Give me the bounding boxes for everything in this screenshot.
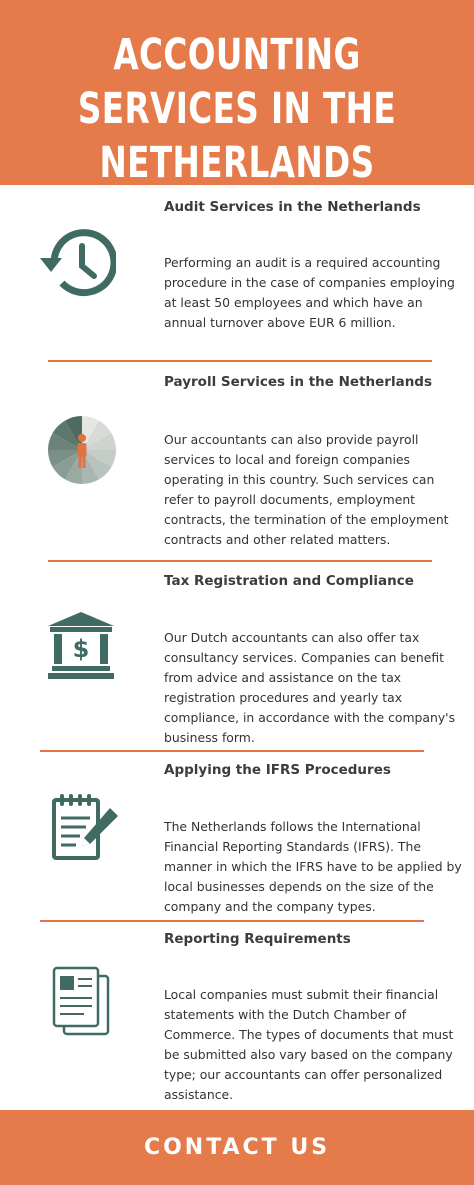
section-divider [48,360,432,362]
section-divider [40,920,424,922]
section-title-ifrs: Applying the IFRS Procedures [164,762,391,778]
section-title-audit: Audit Services in the Netherlands [164,199,421,215]
svg-text:$: $ [72,635,90,663]
section-text-payroll: Our accountants can also provide payroll services to local and foreign companies operating in this country. Such services can refer to payroll documents, employment contracts, the termination of the employment contracts and other related matters. [164,432,449,547]
section-title-tax: Tax Registration and Compliance [164,573,414,589]
section-text-ifrs: The Netherlands follows the International Financial Reporting Standards (IFRS). The manner in which the IFRS have to be applied by local businesses depends on the size of the company and the company types. [164,819,462,914]
page-title: ACCOUNTING SERVICES IN THE NETHERLANDS [77,30,397,188]
documents-icon [50,966,114,1042]
section-text-tax: Our Dutch accountants can also offer tax consultancy services. Companies can benefit from advice and assistance on the tax registration procedures and yearly tax compliance, in accordance with the company's business form. [164,630,456,745]
header-banner [0,0,474,188]
contact-us-label: CONTACT US [143,1135,331,1160]
section-title-reporting: Reporting Requirements [164,931,351,947]
section-divider [48,560,432,562]
section-text-audit: Performing an audit is a required accounting procedure in the case of companies employing at least 50 employees and which have an annual turnover above EUR 6 million. [164,255,455,330]
section-title-payroll: Payroll Services in the Netherlands [164,374,433,390]
clock-history-icon [38,228,116,302]
section-divider [40,750,424,752]
section-text-reporting: Local companies must submit their financial statements with the Dutch Chamber of Commerce. The types of documents that must be submitted also vary based on the company type; our accountants can offer personalized assistance. [164,987,454,1102]
pie-person-icon [46,414,118,490]
bank-dollar-icon [46,612,116,684]
notepad-pencil-icon [50,794,120,868]
contact-us-button[interactable] [0,1110,474,1185]
